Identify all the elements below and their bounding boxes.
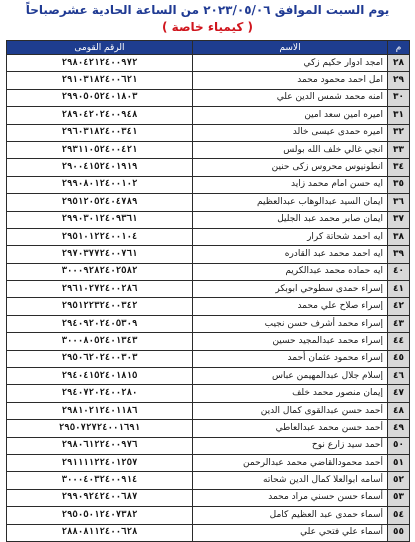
row-number: ٥٥ — [388, 524, 410, 541]
student-name: أحمد حسن محمد عبدالعاطي — [193, 420, 388, 437]
table-row — [7, 368, 410, 385]
row-number: ٣٩ — [388, 246, 410, 263]
table-row — [7, 55, 410, 72]
national-id: ٢٩١٠٣١٨٢٤٠٠٦٢١ — [7, 72, 193, 89]
student-name: امنه محمد شمس الدين علي — [193, 89, 388, 106]
row-number: ٥٤ — [388, 507, 410, 524]
row-number: ٤٤ — [388, 333, 410, 350]
table-row — [7, 211, 410, 228]
row-number: ٣٠ — [388, 89, 410, 106]
national-id: ٣٠٠٠٩٢٨٢٤٠٢٥٨٢ — [7, 263, 193, 280]
row-number: ٤٩ — [388, 420, 410, 437]
student-name: أحمد حسن عبدالقوى كمال الدين — [193, 402, 388, 419]
national-id: ٢٩٩٠٨٠١٢٤٠٠١٠٢ — [7, 176, 193, 193]
national-id: ٢٩٣١١٠٥٢٤٠٠٤٢١ — [7, 141, 193, 158]
table-row — [7, 281, 410, 298]
table-row — [7, 176, 410, 193]
student-name: أسماء حمدى عبد العظيم كامل — [193, 507, 388, 524]
table-row — [7, 89, 410, 106]
row-number: ٤٣ — [388, 315, 410, 332]
student-name: ايه حسن امام محمد زايد — [193, 176, 388, 193]
row-number: ٤٠ — [388, 263, 410, 280]
national-id: ٢٩٦١٠٢٧٢٤٠٠٢٨٦ — [7, 281, 193, 298]
table-row — [7, 524, 410, 541]
national-id: ٢٩٥٠٧٢٧٢٤٠٠١٦٩١ — [7, 420, 193, 437]
student-name: إسراء محمود عثمان أحمد — [193, 350, 388, 367]
national-id: ٢٨٩٠٤٢٠٢٤٠٠٩٤٨ — [7, 107, 193, 124]
table-row — [7, 507, 410, 524]
student-name: انطونيوس محروس زكى حنين — [193, 159, 388, 176]
column-header-national-id: الرقم القومى — [7, 41, 193, 55]
student-name: أسامه ابوالعلا كمال الدين شحاته — [193, 472, 388, 489]
national-id: ٢٩٥١٢٢٣٢٤٠٠٣٤٢ — [7, 298, 193, 315]
student-name: انجي غالي خلف الله بولس — [193, 141, 388, 158]
national-id: ٢٩٨١٠٢١٢٤٠١١٨٦ — [7, 402, 193, 419]
national-id: ٢٩٩٠٩٢٤٢٤٠٠٦٨٧ — [7, 489, 193, 506]
national-id: ٣٠٠٠٤٠٣٢٤٠٠٩١٤ — [7, 472, 193, 489]
row-number: ٤٦ — [388, 368, 410, 385]
student-name: اميره حمدى عيسى خالد — [193, 124, 388, 141]
national-id: ٢٩٨٠٤٢١٢٤٠٠٩٧٢ — [7, 55, 193, 72]
row-number: ٣٦ — [388, 194, 410, 211]
table-row — [7, 159, 410, 176]
row-number: ٥٣ — [388, 489, 410, 506]
row-number: ٥٢ — [388, 472, 410, 489]
row-number: ٤٨ — [388, 402, 410, 419]
national-id: ٢٩١١١١٢٢٤٠١٢٥٧ — [7, 454, 193, 471]
student-name: أسماء علي فتحي علي — [193, 524, 388, 541]
table-row — [7, 124, 410, 141]
table-row — [7, 194, 410, 211]
national-id: ٢٩٧٠٣٧٧٢٤٠٠٧٦١ — [7, 246, 193, 263]
page-title: يوم السبت الموافق ٢٠٢٣/٠٥/٠٦ من الساعة الحادية عشرصباحاً — [25, 3, 390, 17]
national-id: ٢٩٩٠٥٠٥٢٤٠١٨٠٣ — [7, 89, 193, 106]
table-row — [7, 107, 410, 124]
student-name: إسراء حمدى سطوحي ابوبكر — [193, 281, 388, 298]
table-row — [7, 454, 410, 471]
student-name: امل احمد محمود محمد — [193, 72, 388, 89]
row-number: ٣٢ — [388, 124, 410, 141]
national-id: ٢٩٥١٢٠٥٢٤٠٤٧٨٩ — [7, 194, 193, 211]
national-id: ٢٩٨٠٦١٢٢٤٠٠٩٧٦ — [7, 437, 193, 454]
table-header-row — [7, 41, 410, 55]
table-row — [7, 228, 410, 245]
row-number: ٥١ — [388, 454, 410, 471]
row-number: ٤٢ — [388, 298, 410, 315]
national-id: ٢٩٤٠٤١٥٢٤٠١٨١٥ — [7, 368, 193, 385]
national-id: ٢٩٦٠٣١٨٢٤٠٠٣٤١ — [7, 124, 193, 141]
row-number: ٣٥ — [388, 176, 410, 193]
national-id: ٣٠٠٠٨٠٥٢٤٠١٣٤٣ — [7, 333, 193, 350]
row-number: ٤٥ — [388, 350, 410, 367]
table-row — [7, 350, 410, 367]
row-number: ٣٧ — [388, 211, 410, 228]
table-row — [7, 141, 410, 158]
table-row — [7, 420, 410, 437]
student-name: أسماء حسن حسني مراد محمد — [193, 489, 388, 506]
table-row — [7, 402, 410, 419]
student-name: أحمد محمودالقاضي محمد عبدالرحمن — [193, 454, 388, 471]
national-id: ٢٩٥٠٦٢٠٢٤٠٠٣٠٣ — [7, 350, 193, 367]
table-row — [7, 333, 410, 350]
row-number: ٣٤ — [388, 159, 410, 176]
national-id: ٢٩٥٠٥٠١٢٤٠٧٣٨٢ — [7, 507, 193, 524]
table-row — [7, 263, 410, 280]
row-number: ٥٠ — [388, 437, 410, 454]
student-name: إسراء محمد عبدالمجيد حسين — [193, 333, 388, 350]
student-name: ايمان السيد عبدالوهاب عبدالعظيم — [193, 194, 388, 211]
row-number: ٤١ — [388, 281, 410, 298]
table-row — [7, 298, 410, 315]
student-name: اميره امين سعد امين — [193, 107, 388, 124]
row-number: ٤٧ — [388, 385, 410, 402]
student-name: أحمد سيد زارع نوح — [193, 437, 388, 454]
row-number: ٢٩ — [388, 72, 410, 89]
column-header-name: الاسم — [193, 41, 388, 55]
national-id: ٢٩٠٠٤١٥٢٤٠١٩١٩ — [7, 159, 193, 176]
national-id: ٢٩٤٠٧٢٠٢٤٠٠٢٨٠ — [7, 385, 193, 402]
row-number: ٣٣ — [388, 141, 410, 158]
page-header — [0, 0, 415, 38]
table-row — [7, 72, 410, 89]
student-name: إسلام جلال عبدالمهيمن عباس — [193, 368, 388, 385]
students-table — [6, 40, 410, 542]
student-name: ايه احمد محمد عبد القادره — [193, 246, 388, 263]
table-row — [7, 437, 410, 454]
national-id: ٢٩٤٠٩٢٠٢٤٠٥٣٠٩ — [7, 315, 193, 332]
student-name: امجد ادوار حكيم زكي — [193, 55, 388, 72]
row-number: ٣٨ — [388, 228, 410, 245]
student-name: ايه احمد شحاتة كرار — [193, 228, 388, 245]
student-name: ايمان صابر محمد عبد الجليل — [193, 211, 388, 228]
row-number: ٢٨ — [388, 55, 410, 72]
national-id: ٢٨٨٠٨١١٢٤٠٠٦٢٨ — [7, 524, 193, 541]
table-row — [7, 315, 410, 332]
student-name: إسراء صلاح علي محمد — [193, 298, 388, 315]
table-body — [7, 55, 410, 542]
student-name: إسراء محمد أشرف حسن نجيب — [193, 315, 388, 332]
table-row — [7, 385, 410, 402]
student-name: ايه حماده محمد عبدالكريم — [193, 263, 388, 280]
table-row — [7, 472, 410, 489]
national-id: ٢٩٥١٠١٢٢٤٠٠١٠٤ — [7, 228, 193, 245]
page-subtitle: ( كيمياء خاصة ) — [162, 20, 253, 34]
student-name: إيمان منصور محمد خلف — [193, 385, 388, 402]
row-number: ٣١ — [388, 107, 410, 124]
national-id: ٢٩٩٠٣٠١٢٤٠٩٣٦١ — [7, 211, 193, 228]
table-row — [7, 489, 410, 506]
column-header-num: م — [388, 41, 410, 55]
table-row — [7, 246, 410, 263]
